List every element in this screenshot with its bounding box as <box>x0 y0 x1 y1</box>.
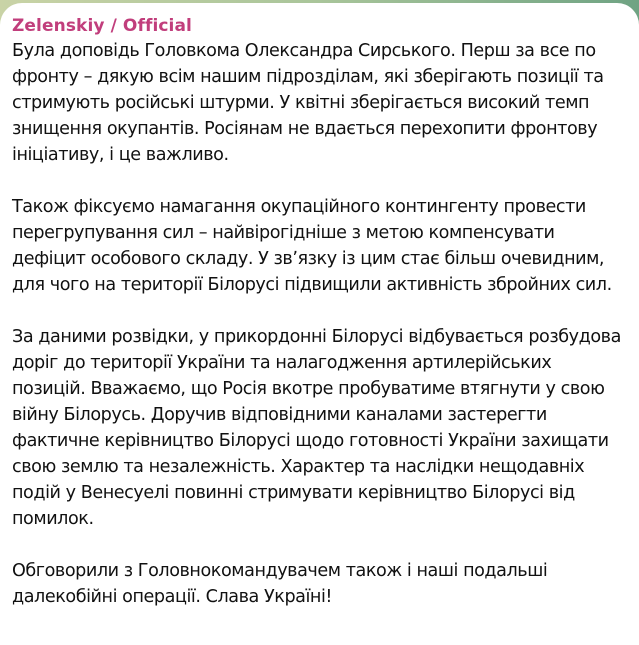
message-bubble <box>0 3 639 645</box>
message-paragraph-4: Обговорили з Головнокомандувачем також і наші подальші далекобійні операції. Слава Україні! <box>12 561 548 607</box>
sender-name[interactable]: Zelenskiy / Official <box>12 16 192 36</box>
message-paragraph-1: Була доповідь Головкома Олександра Сирського. Перш за все по фронту – дякую всім нашим підрозділам, які зберігають позиції та стримують російські штурми. У квітні зберігається високий темп знищення окупантів. Росіянам не вдається перехопити фронтову ініціативу, і це важливо. <box>12 41 604 165</box>
message-paragraph-2: Також фіксуємо намагання окупаційного контингенту провести перегрупування сил – найвірогідніше з метою компенсувати дефіцит особового складу. У звʼязку із цим стає більш очевидним, для чого на території Білорусі підвищили активність збройних сил. <box>12 197 612 295</box>
message-paragraph-3: За даними розвідки, у прикордонні Білорусі відбувається розбудова доріг до території України та налагодження артилерійських позицій. Вважаємо, що Росія вкотре пробуватиме втягнути у свою війну Білорусь. Доручив відповідними каналами застерегти фактичне керівництво Білорусі щодо готовності України захищати свою землю та незалежність. Характер та наслідки нещодавніх подій у Венесуелі повинні стримувати керівництво Білорусі від помилок. <box>12 327 621 529</box>
message-body <box>12 38 629 610</box>
